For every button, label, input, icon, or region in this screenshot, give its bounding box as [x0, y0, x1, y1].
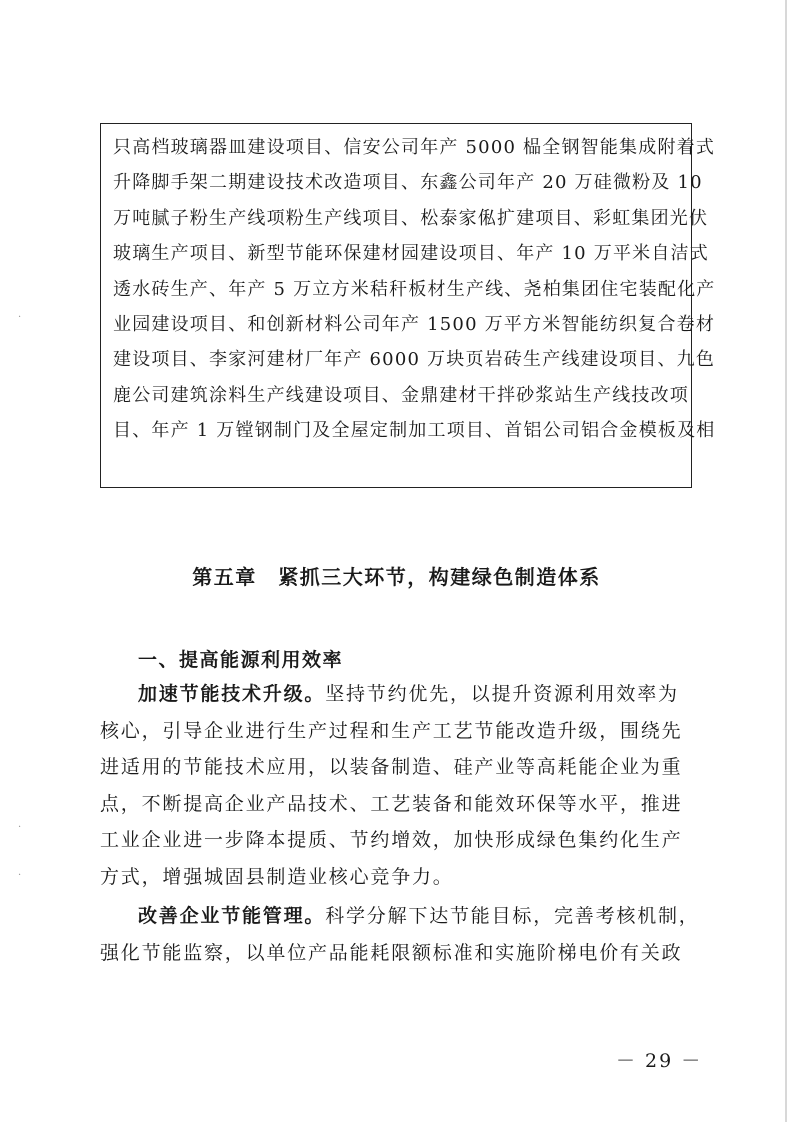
paragraph-lead: 改善企业节能管理。 [138, 905, 326, 927]
box-line: 建设项目、李家河建材厂年产 6000 万块页岩砖生产线建设项目、九色 [113, 349, 716, 371]
boxed-project-list [100, 123, 716, 488]
box-line: 只高档玻璃器皿建设项目、信安公司年产 5000 榀全钢智能集成附着式 [113, 137, 716, 158]
paragraph-energy-tech [100, 676, 700, 895]
paragraph-lead: 加速节能技术升级。 [138, 683, 326, 705]
margin-mark: · [18, 870, 22, 881]
paragraph-line: 核心，引导企业进行生产过程和生产工艺节能改造升级，围绕先 [100, 719, 683, 742]
paragraph-energy-management [100, 898, 700, 971]
box-line: 业园建设项目、和创新材料公司年产 1500 万平方米智能纺织复合卷材 [113, 313, 716, 335]
box-line: 万吨腻子粉生产线项粉生产线项目、松泰家俬扩建项目、彩虹集团光伏 [113, 207, 709, 229]
box-line: 鹿公司建筑涂料生产线建设项目、金鼎建材干拌砂浆站生产线技改项 [113, 384, 689, 406]
margin-mark: · [18, 822, 22, 833]
paragraph-line: 进适用的节能技术应用，以装备制造、硅产业等高耗能企业为重 [100, 756, 683, 778]
paragraph-line: 工业企业进一步降本提质、节约增效，加快形成绿色集约化生产 [100, 829, 683, 851]
chapter-title: 第五章 紧抓三大环节，构建绿色制造体系 [192, 565, 601, 589]
margin-mark: · [18, 312, 22, 323]
paragraph-text: 坚持节约优先，以提升资源利用效率为 [325, 683, 679, 705]
paragraph-line: 强化节能监察，以单位产品能耗限额标准和实施阶梯电价有关政 [100, 941, 683, 964]
box-line: 升降脚手架二期建设技术改造项目、东鑫公司年产 20 万硅微粉及 10 [113, 172, 703, 194]
page-number: － 29 － [616, 1050, 703, 1072]
box-line: 透水砖生产、年产 5 万立方米秸秆板材生产线、尧柏集团住宅装配化产 [113, 278, 716, 300]
box-line: 玻璃生产项目、新型节能环保建材园建设项目、年产 10 万平米自洁式 [113, 243, 709, 265]
paragraph-line: 点，不断提高企业产品技术、工艺装备和能效环保等水平，推进 [100, 792, 683, 815]
box-line: 目、年产 1 万镗钢制门及全屋定制加工项目、首铝公司铝合金模板及相 [113, 420, 716, 442]
paragraph-line: 方式，增强城固县制造业核心竞争力。 [100, 865, 454, 888]
paragraph-first-line [100, 898, 700, 935]
paragraph-first-line [100, 676, 700, 713]
paragraph-text: 科学分解下达节能目标，完善考核机制， [325, 905, 700, 927]
section-heading: 一、提高能源利用效率 [138, 649, 344, 671]
